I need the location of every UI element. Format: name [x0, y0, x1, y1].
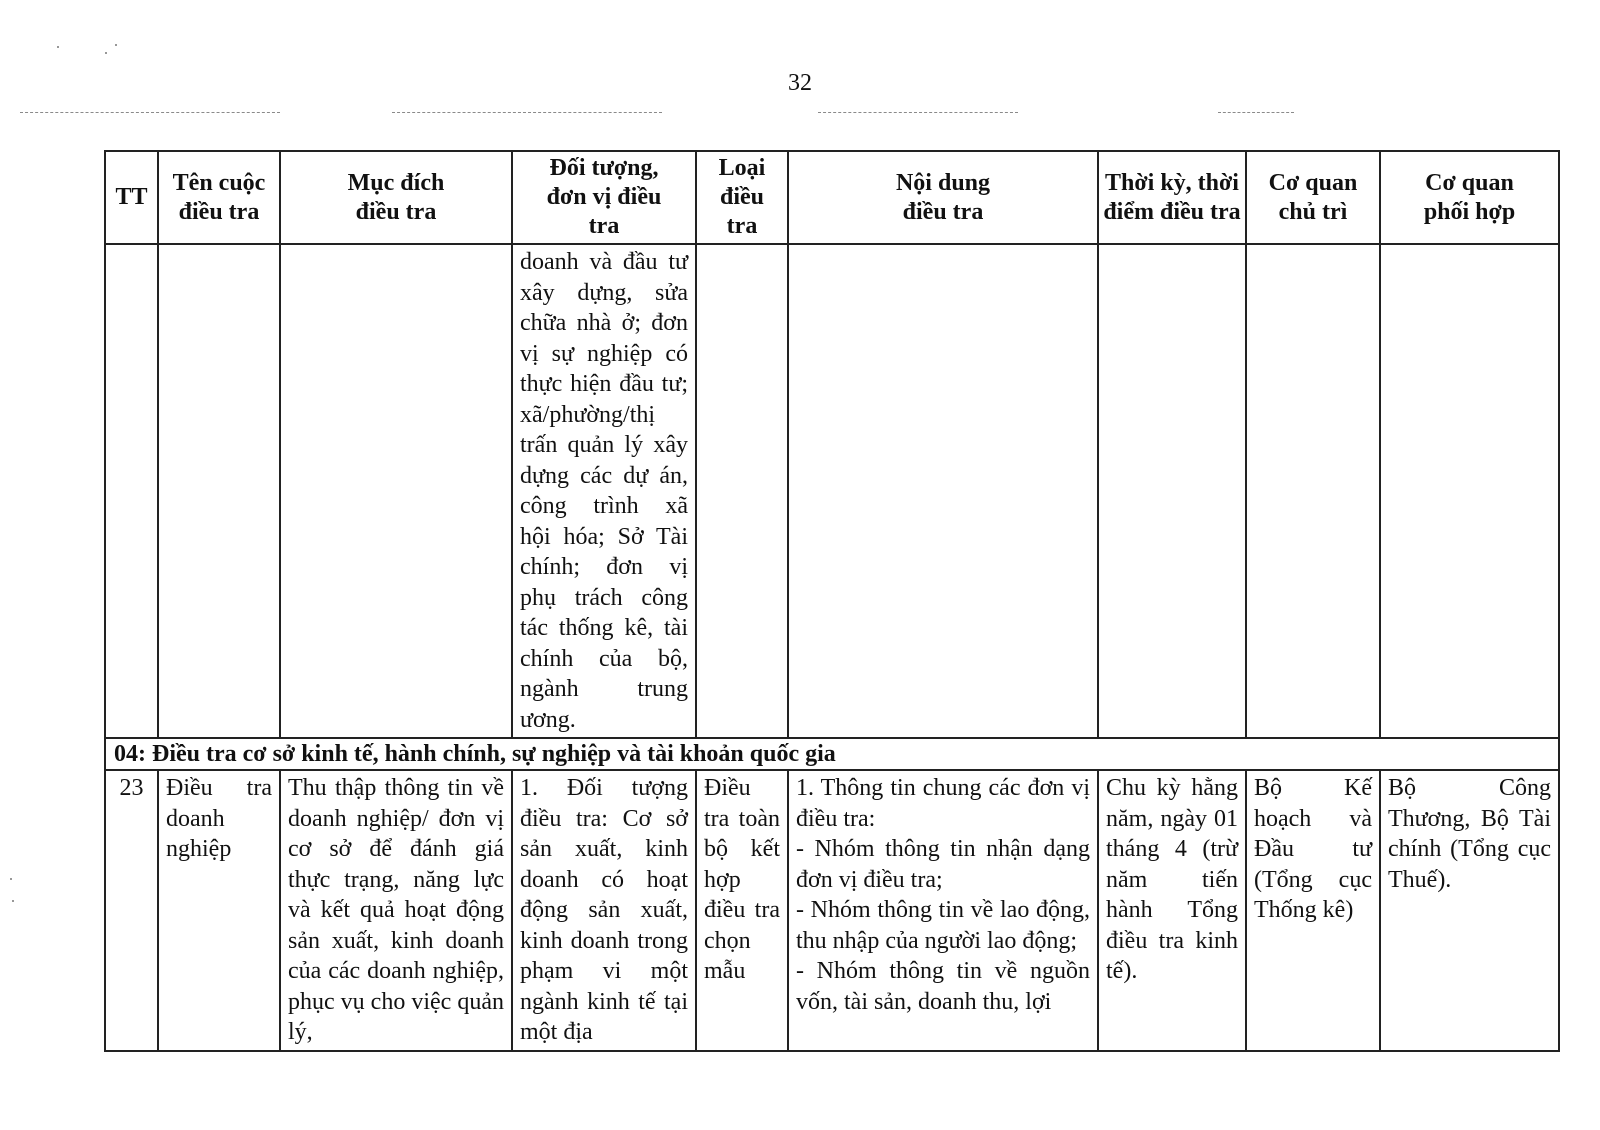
survey-table	[104, 150, 1560, 1052]
survey-content	[788, 770, 1098, 1051]
object-line: doanh và đầu tư	[520, 249, 688, 275]
survey-type: Điều tra toàn bộ kết hợp điều tra chọn mẫu	[696, 770, 788, 1051]
section-row	[105, 738, 1559, 770]
scan-speck	[105, 52, 107, 54]
header-lead-agency: Cơ quan chủ trì	[1246, 151, 1380, 244]
object-line: công trình xã	[520, 493, 688, 519]
continuation-partner-cell	[1380, 244, 1559, 738]
lead-agency: Bộ Kế hoạch và Đầu tư (Tổng cục Thống kê)	[1246, 770, 1380, 1051]
survey-purpose: Thu thập thông tin về doanh nghiệp/ đơn vị cơ sở để đánh giá thực trạng, năng lực và kết quả hoạt động sản xuất, kinh doanh của các doanh nghiệp, phục vụ cho việc quản lý,	[280, 770, 512, 1051]
content-line: - Nhóm thông tin về lao động, thu nhập của người lao động;	[796, 897, 1090, 954]
object-line: phụ trách công	[520, 584, 688, 611]
row-number: 23	[105, 770, 158, 1051]
header-partner-agency: Cơ quan phối hợp	[1380, 151, 1559, 244]
scan-line	[1218, 112, 1294, 113]
object-line: xã/phường/thị	[520, 401, 656, 428]
content-line: - Nhóm thông tin về nguồn vốn, tài sản, doanh thu, lợi	[796, 958, 1090, 1015]
header-tt: TT	[105, 151, 158, 244]
scan-speck	[57, 46, 59, 48]
page-number: 32	[788, 70, 812, 96]
survey-period: Chu kỳ hằng năm, ngày 01 tháng 4 (trừ năm tiến hành Tổng điều tra kinh tế).	[1098, 770, 1246, 1051]
header-purpose: Mục đích điều tra	[280, 151, 512, 244]
object-line: chính của bộ,	[520, 645, 688, 672]
continuation-object-cell	[512, 244, 696, 738]
table-row	[105, 770, 1559, 1051]
header-period: Thời kỳ, thời điểm điều tra	[1098, 151, 1246, 244]
header-survey-type: Loại điều tra	[696, 151, 788, 244]
content-line: 1. Thông tin chung các đơn vị điều tra:	[796, 775, 1090, 832]
continuation-lead-cell	[1246, 244, 1380, 738]
scan-line	[392, 112, 662, 113]
object-line: ngành trung	[520, 676, 688, 702]
partner-agency: Bộ Công Thương, Bộ Tài chính (Tổng cục Thuế).	[1380, 770, 1559, 1051]
survey-object: 1. Đối tượng điều tra: Cơ sở sản xuất, kinh doanh có hoạt động sản xuất, kinh doanh trong phạm vi một ngành kinh tế tại một địa	[512, 770, 696, 1051]
object-line: trấn quản lý xây	[520, 432, 688, 458]
scan-speck	[12, 900, 14, 902]
scan-speck	[115, 44, 117, 46]
object-line: chữa nhà ở; đơn	[520, 310, 688, 336]
object-line: tác thống kê, tài	[520, 615, 688, 641]
scan-line	[20, 112, 280, 113]
object-line: ương.	[520, 706, 576, 733]
continuation-type-cell	[696, 244, 788, 738]
continuation-period-cell	[1098, 244, 1246, 738]
continuation-row	[105, 244, 1559, 738]
object-line: vị sự nghiệp có	[520, 340, 688, 367]
survey-name: Điều tra doanh nghiệp	[158, 770, 280, 1051]
header-object: Đối tượng, đơn vị điều tra	[512, 151, 696, 244]
scan-line	[818, 112, 1018, 113]
continuation-purpose-cell	[280, 244, 512, 738]
object-line: dựng các dự án,	[520, 462, 688, 489]
section-title: 04: Điều tra cơ sở kinh tế, hành chính, sự nghiệp và tài khoản quốc gia	[105, 738, 1559, 770]
object-line: xây dựng, sửa	[520, 279, 688, 306]
scan-speck	[10, 878, 12, 880]
continuation-name-cell	[158, 244, 280, 738]
header-row	[105, 151, 1559, 244]
continuation-tt-cell	[105, 244, 158, 738]
object-line: hội hóa; Sở Tài	[520, 523, 688, 550]
object-line: chính; đơn vị	[520, 554, 688, 580]
header-content: Nội dung điều tra	[788, 151, 1098, 244]
continuation-content-cell	[788, 244, 1098, 738]
content-line: - Nhóm thông tin nhận dạng đơn vị điều tra;	[796, 836, 1090, 893]
header-survey-name: Tên cuộc điều tra	[158, 151, 280, 244]
object-line: thực hiện đầu tư;	[520, 371, 688, 397]
